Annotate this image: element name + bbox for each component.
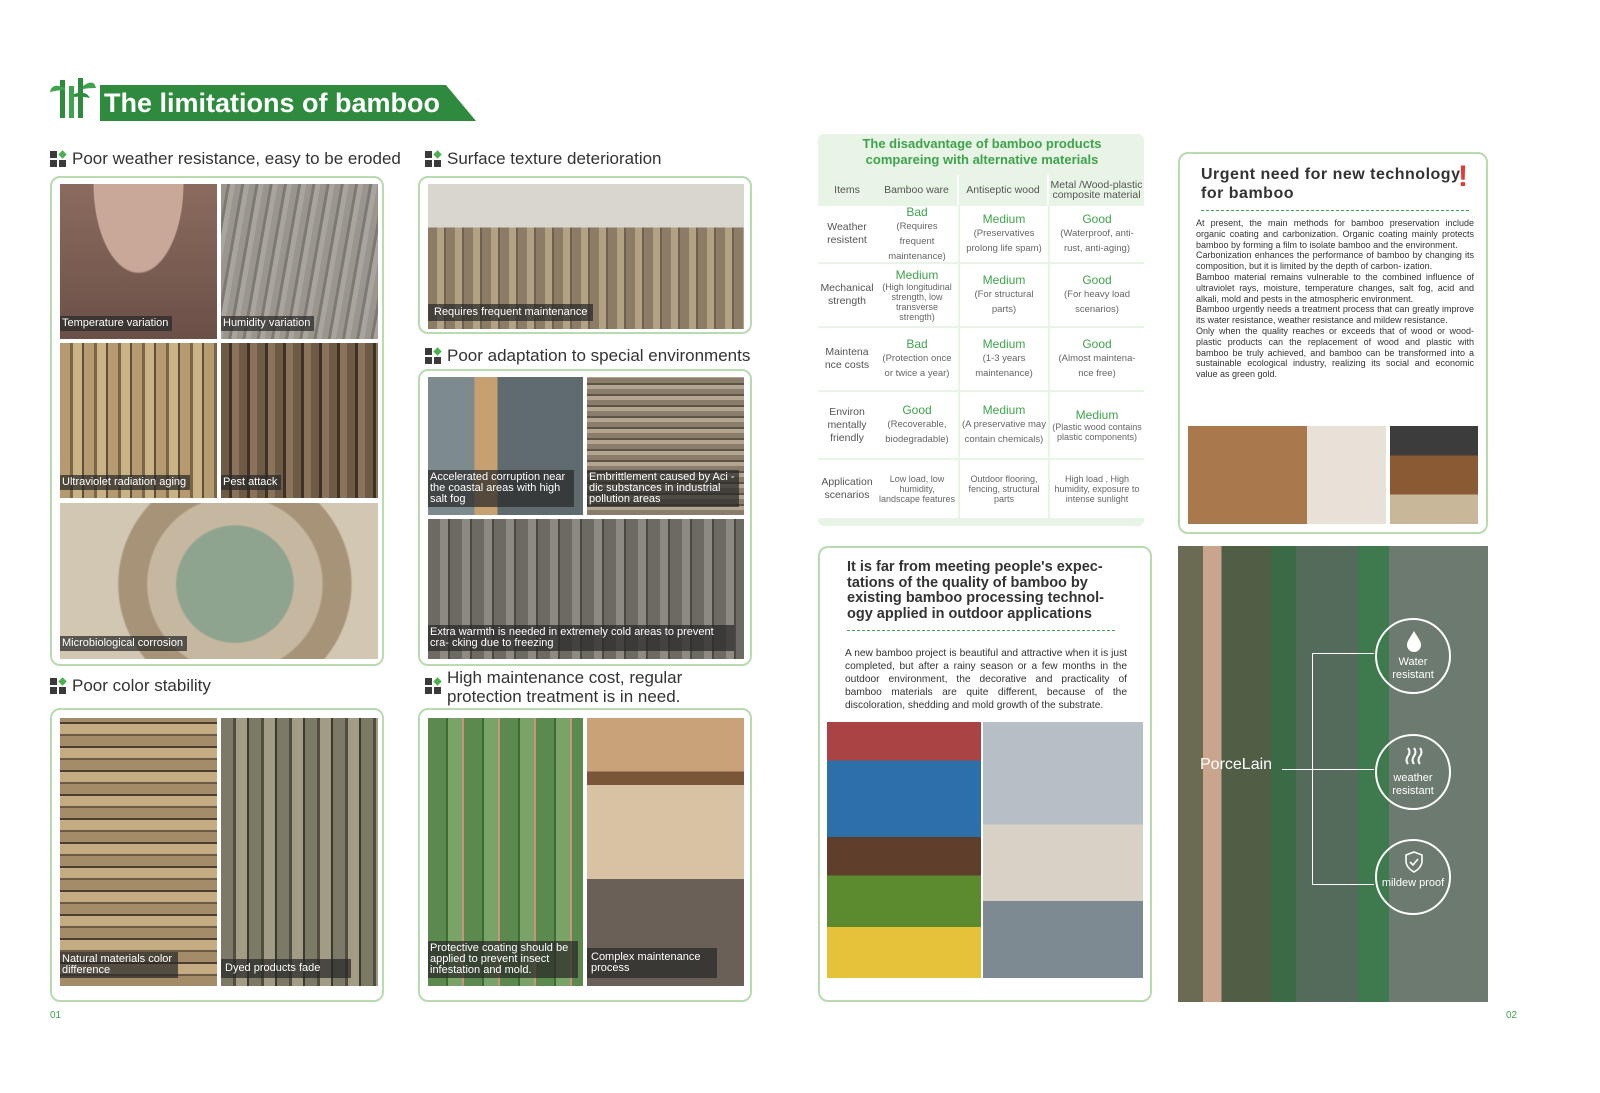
photo-humidity: Humidity variation bbox=[221, 184, 378, 339]
water-drop-icon bbox=[1404, 630, 1424, 652]
photo-coating: Protective coating should be applied to prevent insect infestation and mold. bbox=[428, 718, 583, 986]
page-number-right: 02 bbox=[1506, 1010, 1518, 1021]
comparison-cell bbox=[876, 264, 958, 326]
cell-rating: Good bbox=[902, 403, 932, 417]
comparison-cell bbox=[876, 206, 958, 262]
urgent-title: Urgent need for new technology for bamboo bbox=[1201, 166, 1461, 202]
cell-rating: Bad bbox=[906, 204, 928, 219]
cell-rating: Good bbox=[1082, 273, 1112, 287]
feature-weather-resistant: weather resistant bbox=[1375, 734, 1451, 810]
cell-note: (Protection once or twice a year) bbox=[882, 353, 952, 379]
maintenance-photo-panel bbox=[418, 708, 752, 1002]
photo-microbiological: Microbiological corrosion bbox=[60, 503, 378, 659]
section-title-color: Poor color stability bbox=[50, 676, 211, 695]
connector-bottom bbox=[1312, 884, 1374, 885]
grid-icon bbox=[425, 151, 441, 167]
row-item-label: Maintena nce costs bbox=[824, 346, 870, 371]
grid-icon bbox=[50, 678, 66, 694]
photo-dyed-fade: Dyed products fade bbox=[221, 718, 378, 986]
page-number-left: 01 bbox=[50, 1010, 62, 1021]
comparison-table bbox=[818, 175, 1144, 205]
photo-uv: Ultraviolet radiation aging bbox=[60, 343, 217, 498]
cell-rating: Good bbox=[1082, 212, 1112, 226]
cell-rating: Medium bbox=[1075, 408, 1119, 422]
header-items: Items bbox=[834, 184, 860, 196]
comparison-cell bbox=[958, 392, 1048, 458]
row-item-label: Environ mentally friendly bbox=[827, 405, 867, 444]
comparison-cell bbox=[876, 392, 958, 458]
grid-icon bbox=[425, 348, 441, 364]
feature-water-resistant: Water resistant bbox=[1375, 618, 1451, 694]
header-antiseptic: Antiseptic wood bbox=[958, 175, 1048, 205]
connector-line bbox=[1282, 769, 1374, 770]
photo-pavilion bbox=[983, 722, 1143, 978]
connector-vertical bbox=[1312, 653, 1313, 884]
cell-note: Low load, low humidity, landscape features bbox=[878, 474, 956, 504]
comparison-row bbox=[818, 328, 1144, 392]
color-photo-panel bbox=[50, 708, 384, 1002]
expectations-divider bbox=[847, 630, 1115, 631]
comparison-title: The disadvantage of bamboo products compareing with alternative materials bbox=[862, 136, 1102, 167]
comparison-row bbox=[818, 264, 1144, 328]
section-title-maintenance: High maintenance cost, regular protection treatment is in need. bbox=[425, 668, 755, 706]
cell-note: Outdoor flooring, fencing, structural parts bbox=[968, 474, 1040, 504]
section-title-weather: Poor weather resistance, easy to be eroded bbox=[50, 149, 401, 168]
cell-rating: Good bbox=[1082, 337, 1112, 351]
comparison-cell bbox=[1048, 460, 1144, 518]
cell-note: (Preservatives prolong life spam) bbox=[966, 228, 1042, 254]
cell-note: (Requires frequent maintenance) bbox=[888, 220, 946, 262]
header-bamboo: Bamboo ware bbox=[884, 184, 949, 196]
cell-note: (Recoverable, biodegradable) bbox=[885, 419, 949, 445]
cell-rating: Medium bbox=[895, 268, 939, 282]
bamboo-logo-icon bbox=[50, 76, 96, 122]
cell-note: (For heavy load scenarios) bbox=[1063, 289, 1130, 315]
cell-note: (Almost maintena- nce free) bbox=[1058, 353, 1136, 379]
urgent-divider bbox=[1201, 210, 1469, 211]
cell-rating: Medium bbox=[982, 212, 1026, 226]
photo-salt-fog: Accelerated corruption near the coastal areas with high salt fog bbox=[428, 377, 583, 515]
photo-freezing: Extra warmth is needed in extremely cold areas to prevent cra- cking due to freezing bbox=[428, 519, 744, 659]
cell-rating: Medium bbox=[982, 273, 1026, 287]
shield-check-icon bbox=[1404, 851, 1424, 873]
photo-pest: Pest attack bbox=[221, 343, 378, 498]
comparison-rows bbox=[818, 206, 1144, 520]
photo-complex-maintenance: Complex maintenance process bbox=[587, 718, 744, 986]
photo-garden bbox=[827, 722, 981, 978]
photo-tea-table bbox=[1390, 426, 1478, 524]
cell-rating: Medium bbox=[982, 403, 1026, 417]
cell-note: (High longitudinal strength, low transverse strength) bbox=[882, 282, 952, 322]
feature-mildew-proof: mildew proof bbox=[1375, 839, 1451, 915]
expectations-title: It is far from meeting people's expec- tations of the quality of bamboo by existing bamboo processing technol- ogy applied in outdoor applications bbox=[847, 559, 1105, 622]
comparison-cell bbox=[1048, 392, 1144, 458]
environment-photo-panel bbox=[418, 369, 752, 666]
photo-bamboo-furniture bbox=[1188, 426, 1386, 524]
photo-surface: Requires frequent maintenance bbox=[428, 184, 744, 329]
comparison-cell bbox=[958, 460, 1048, 518]
urgent-body: At present, the main methods for bamboo preservation include organic coating and carbonization. Organic coating mainly protects bamboo by forming a film to isolate bamboo and the environment. Carbonization enhances the performance of bamboo by changing its composition, but it is limited by the depth of carbon- ization. Bamboo material remains vulnerable to the combined influence of ultraviolet rays, moisture, temperature changes, salt fog, acid and alkali, mold and pests in the atmospheric environment. Bamboo urgently needs a treatment process that can greatly improve its water resistance, weather resistance and mildew resistance. Only when the quality reaches or exceeds that of wood or wood-plastic products can the replacement of wood and plastic with bamboo be truly achieved, and bamboo can be transformed into a sustainable ecological industry, realizing its social and economic value as green gold. bbox=[1196, 218, 1474, 380]
urgent-panel bbox=[1178, 152, 1488, 534]
grid-icon bbox=[50, 151, 66, 167]
weather-photo-panel bbox=[50, 176, 384, 666]
comparison-cell bbox=[876, 328, 958, 390]
comparison-cell bbox=[958, 206, 1048, 262]
comparison-cell bbox=[958, 264, 1048, 326]
section-title-surface: Surface texture deterioration bbox=[425, 149, 662, 168]
photo-acid: Embrittlement caused by Aci -dic substances in industrial pollution areas bbox=[587, 377, 744, 515]
photo-temperature: Temperature variation bbox=[60, 184, 217, 339]
row-item-label: Mechanical strength bbox=[820, 282, 874, 307]
comparison-row bbox=[818, 460, 1144, 520]
cell-note: (A preservative may contain chemicals) bbox=[962, 419, 1046, 445]
heat-waves-icon bbox=[1404, 746, 1424, 768]
cell-note: High load , High humidity, exposure to intense sunlight bbox=[1054, 474, 1140, 504]
comparison-cell bbox=[1048, 328, 1144, 390]
cell-note: (For structural parts) bbox=[974, 289, 1034, 315]
page-title: The limitations of bamboo bbox=[104, 88, 440, 118]
header-metal: Metal /Wood-plastic composite material bbox=[1048, 175, 1144, 205]
cell-rating: Medium bbox=[982, 337, 1026, 351]
cell-note: (Plastic wood contains plastic components) bbox=[1052, 422, 1142, 442]
cell-note: (1-3 years maintenance) bbox=[975, 353, 1033, 379]
row-item-label: Weather resistent bbox=[827, 221, 867, 246]
comparison-row bbox=[818, 392, 1144, 460]
porcelain-brand: PorceLain bbox=[1200, 756, 1273, 773]
expectations-body: A new bamboo project is beautiful and attractive when it is just completed, but after a rainy season or a few months in the outdoor environment, the decorative and practicality of bamboo materials are quite different, because of the discoloration, shedding and mold growth of the substrate. bbox=[845, 648, 1127, 711]
comparison-cell bbox=[876, 460, 958, 518]
expectations-panel bbox=[818, 546, 1152, 1002]
surface-photo-panel bbox=[418, 176, 752, 334]
alert-icon: ! bbox=[1458, 160, 1468, 193]
porcelain-hero-image bbox=[1178, 546, 1488, 1002]
comparison-row bbox=[818, 206, 1144, 264]
comparison-cell bbox=[1048, 206, 1144, 262]
comparison-cell bbox=[1048, 264, 1144, 326]
section-title-environment: Poor adaptation to special environments bbox=[425, 346, 750, 365]
cell-rating: Bad bbox=[906, 337, 928, 351]
row-item-label: Application scenarios bbox=[821, 476, 873, 501]
cell-note: (Waterproof, anti-rust, anti-aging) bbox=[1060, 228, 1134, 254]
grid-icon bbox=[425, 678, 441, 694]
connector-top bbox=[1312, 653, 1374, 654]
photo-natural-color: Natural materials color difference bbox=[60, 718, 217, 986]
comparison-cell bbox=[958, 328, 1048, 390]
